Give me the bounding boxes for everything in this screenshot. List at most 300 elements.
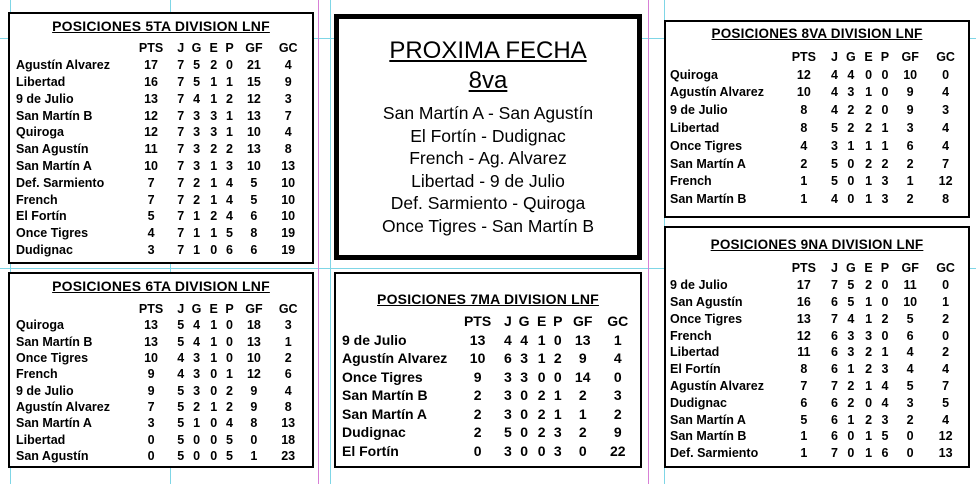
table-row — [342, 405, 636, 424]
stat-g: 4 — [193, 91, 201, 106]
stat-p: 3 — [553, 424, 562, 441]
column-header-p: P — [225, 302, 234, 317]
fixture-title: PROXIMA FECHA — [389, 37, 587, 64]
team-name: Agustín Alvarez — [670, 85, 765, 100]
stat-e: 1 — [210, 318, 218, 333]
stat-gf: 1 — [578, 405, 587, 422]
stat-pts: 0 — [473, 442, 482, 459]
stat-e: 2 — [865, 156, 873, 171]
stat-g: 2 — [193, 175, 201, 190]
stat-g: 3 — [847, 345, 855, 360]
stat-gf: 0 — [906, 446, 914, 461]
stat-gf: 12 — [246, 367, 261, 382]
team-name: Once Tigres — [670, 138, 743, 153]
stat-e: 1 — [210, 175, 218, 190]
stat-e: 3 — [865, 328, 873, 343]
table-row — [670, 119, 964, 137]
stat-g: 4 — [847, 67, 855, 82]
stat-gf: 0 — [906, 429, 914, 444]
stat-pts: 0 — [147, 448, 155, 463]
stat-gf: 4 — [906, 362, 914, 377]
stat-gf: 3 — [906, 121, 914, 136]
stat-e: 1 — [210, 158, 218, 173]
stat-gc: 0 — [942, 278, 950, 293]
guide-line — [318, 0, 319, 484]
stat-gf: 0 — [250, 432, 258, 447]
stat-g: 5 — [193, 58, 201, 73]
stat-pts: 16 — [796, 294, 811, 309]
table-row — [670, 445, 964, 462]
stat-gf: 9 — [906, 85, 914, 100]
stat-e: 1 — [865, 192, 873, 207]
panel-title: POSICIONES 8VA DIVISION LNF — [711, 26, 923, 41]
stat-gc: 13 — [281, 416, 296, 431]
table-row — [16, 174, 306, 191]
stat-j: 6 — [831, 362, 838, 377]
team-column-header — [16, 40, 128, 57]
stat-e: 1 — [537, 331, 546, 348]
stat-gc: 13 — [938, 446, 953, 461]
fixture-match: Once Tigres - San Martín B — [381, 215, 595, 236]
column-header-j: J — [504, 313, 512, 330]
stat-j: 4 — [831, 103, 838, 118]
standings-panel-8va — [664, 20, 970, 218]
stat-gf: 2 — [906, 192, 914, 207]
stat-g: 1 — [193, 209, 201, 224]
stat-e: 2 — [210, 58, 218, 73]
stat-j: 6 — [831, 429, 838, 444]
team-name: San Martín A — [670, 412, 746, 427]
fixture-match: El Fortín - Dudignac — [410, 125, 566, 146]
table-row — [16, 415, 306, 431]
stat-p: 3 — [881, 412, 889, 427]
standings-panel-5ta — [8, 12, 314, 264]
table-row — [670, 137, 964, 155]
team-name: Agustín Alvarez — [342, 350, 448, 367]
column-header-gf: GF — [245, 302, 263, 317]
fixture-match: San Martín A - San Agustín — [382, 103, 594, 123]
stat-j: 6 — [831, 345, 838, 360]
stat-j: 7 — [831, 311, 838, 326]
stat-pts: 12 — [144, 108, 159, 123]
table-row — [16, 448, 306, 464]
column-header-e: E — [864, 261, 873, 276]
stat-j: 7 — [177, 242, 185, 257]
stat-gf: 10 — [246, 351, 261, 366]
table-row — [342, 349, 636, 368]
stat-j: 7 — [831, 278, 838, 293]
stat-p: 1 — [881, 138, 889, 153]
stat-gf: 5 — [906, 378, 914, 393]
stat-g: 0 — [193, 432, 201, 447]
header-row — [16, 40, 306, 57]
stat-e: 2 — [865, 103, 873, 118]
stat-e: 2 — [210, 209, 218, 224]
stat-p: 2 — [226, 399, 233, 414]
stat-gf: 2 — [906, 412, 914, 427]
stat-pts: 7 — [800, 378, 808, 393]
table-row — [670, 277, 964, 294]
stat-j: 7 — [177, 91, 185, 106]
stat-gf: 5 — [906, 311, 914, 326]
stat-p: 3 — [553, 442, 562, 459]
stat-pts: 5 — [800, 412, 808, 427]
next-fixture-panel — [334, 14, 642, 260]
stat-gc: 2 — [613, 405, 622, 422]
stat-j: 5 — [177, 416, 185, 431]
stat-gc: 4 — [942, 362, 950, 377]
stat-gc: 4 — [284, 58, 292, 73]
column-header-pts: PTS — [791, 261, 816, 276]
stat-g: 0 — [847, 192, 855, 207]
stat-pts: 1 — [800, 429, 808, 444]
stat-gf: 6 — [250, 209, 258, 224]
stat-j: 3 — [504, 442, 512, 459]
stat-g: 1 — [847, 412, 855, 427]
stat-gc: 1 — [942, 294, 950, 309]
stat-p: 0 — [881, 85, 889, 100]
team-name: Def. Sarmiento — [16, 175, 105, 190]
team-name: Dudignac — [670, 395, 727, 410]
stat-g: 4 — [193, 318, 201, 333]
stat-pts: 8 — [800, 121, 808, 136]
stat-p: 1 — [553, 405, 562, 422]
stat-e: 0 — [210, 448, 218, 463]
stat-e: 1 — [865, 311, 873, 326]
stat-j: 6 — [831, 294, 838, 309]
stat-gc: 6 — [284, 367, 292, 382]
stat-g: 1 — [847, 362, 855, 377]
stat-e: 1 — [537, 350, 546, 367]
standings-panel-9na — [664, 226, 970, 468]
table-row — [670, 155, 964, 173]
stat-p: 1 — [881, 345, 889, 360]
stat-pts: 2 — [473, 387, 482, 404]
team-name: El Fortín — [670, 362, 721, 377]
team-name: El Fortín — [342, 442, 399, 459]
table-row — [16, 350, 306, 366]
column-header-g: G — [518, 313, 530, 330]
stat-p: 1 — [226, 125, 233, 140]
stat-gc: 10 — [281, 175, 296, 190]
stat-e: 1 — [865, 174, 873, 189]
stat-e: 1 — [865, 85, 873, 100]
stat-j: 3 — [504, 368, 512, 385]
stat-gc: 4 — [613, 350, 622, 367]
stat-gc: 8 — [284, 142, 292, 157]
team-name: Def. Sarmiento — [670, 446, 759, 461]
table-row — [670, 84, 964, 102]
stat-gf: 8 — [250, 226, 258, 241]
stat-gf: 15 — [246, 74, 261, 89]
stat-g: 5 — [193, 74, 201, 89]
stat-pts: 1 — [800, 446, 808, 461]
stat-e: 0 — [865, 67, 873, 82]
team-name: Libertad — [16, 432, 66, 447]
stat-j: 7 — [177, 142, 185, 157]
team-name: 9 de Julio — [342, 331, 407, 348]
team-name: Dudignac — [342, 424, 406, 441]
stat-gf: 10 — [903, 294, 918, 309]
stat-p: 4 — [226, 209, 233, 224]
stat-gf: 2 — [578, 387, 587, 404]
stat-j: 5 — [504, 424, 512, 441]
stat-j: 7 — [177, 175, 185, 190]
column-header-gc: GC — [278, 41, 298, 56]
stat-j: 7 — [177, 58, 185, 73]
table-row — [16, 242, 306, 259]
table-row — [16, 225, 306, 242]
stat-p: 3 — [881, 362, 889, 377]
stat-j: 3 — [504, 387, 512, 404]
stat-e: 2 — [865, 121, 873, 136]
stat-p: 4 — [226, 416, 233, 431]
stat-j: 4 — [177, 351, 185, 366]
stat-e: 3 — [210, 108, 218, 123]
stat-j: 6 — [831, 328, 838, 343]
stat-pts: 5 — [147, 209, 155, 224]
team-name: San Martín A — [16, 416, 92, 431]
team-name: Quiroga — [16, 125, 64, 140]
stat-j: 5 — [831, 156, 838, 171]
stat-e: 0 — [210, 416, 218, 431]
team-name: San Agustín — [16, 142, 89, 157]
stat-gc: 2 — [942, 345, 950, 360]
team-name: 9 de Julio — [16, 383, 74, 398]
stat-p: 1 — [226, 74, 233, 89]
stat-gf: 6 — [906, 138, 914, 153]
stat-gf: 1 — [906, 174, 914, 189]
stat-gc: 0 — [942, 328, 950, 343]
stat-g: 3 — [193, 351, 201, 366]
column-header-e: E — [864, 49, 873, 64]
stat-gf: 5 — [250, 175, 258, 190]
stat-pts: 13 — [144, 318, 159, 333]
stat-e: 2 — [537, 424, 546, 441]
stat-g: 3 — [193, 383, 201, 398]
standings-table — [670, 48, 964, 208]
stat-gc: 4 — [942, 121, 950, 136]
stat-e: 2 — [865, 362, 873, 377]
stat-gc: 4 — [942, 85, 950, 100]
stat-pts: 9 — [147, 367, 155, 382]
stat-gf: 9 — [250, 383, 258, 398]
stat-p: 0 — [226, 318, 233, 333]
column-header-pts: PTS — [791, 49, 816, 64]
column-header-e: E — [536, 313, 547, 330]
column-header-e: E — [209, 41, 218, 56]
stat-j: 7 — [177, 209, 185, 224]
stat-j: 6 — [831, 412, 838, 427]
team-name: Quiroga — [16, 318, 64, 333]
team-name: San Agustín — [670, 294, 743, 309]
stat-gf: 9 — [250, 399, 258, 414]
team-name: San Martín A — [16, 158, 92, 173]
header-row — [342, 312, 636, 331]
panel-title: POSICIONES 6TA DIVISION LNF — [52, 278, 270, 294]
stat-j: 7 — [177, 125, 185, 140]
column-header-gf: GF — [901, 261, 919, 276]
stat-pts: 3 — [147, 416, 155, 431]
stat-gf: 3 — [906, 395, 914, 410]
stat-gf: 8 — [250, 416, 258, 431]
stat-p: 0 — [226, 58, 233, 73]
stat-gc: 8 — [284, 399, 292, 414]
table-row — [670, 310, 964, 327]
stat-e: 1 — [865, 138, 873, 153]
stat-pts: 16 — [144, 74, 159, 89]
stat-g: 3 — [193, 158, 201, 173]
stat-pts: 10 — [144, 351, 159, 366]
stat-gf: 13 — [246, 334, 261, 349]
stat-gc: 19 — [281, 226, 296, 241]
stat-pts: 11 — [797, 345, 811, 360]
stat-j: 4 — [504, 331, 512, 348]
stat-gf: 21 — [246, 58, 261, 73]
stat-p: 0 — [226, 334, 233, 349]
standings-panel-6ta — [8, 272, 314, 468]
stat-gc: 4 — [942, 412, 950, 427]
table-row — [670, 428, 964, 445]
stat-pts: 11 — [144, 142, 158, 157]
stat-e: 0 — [865, 395, 873, 410]
column-header-p: P — [880, 261, 890, 276]
header-row — [670, 48, 964, 66]
stat-e: 1 — [210, 351, 218, 366]
team-name: Agustín Alvarez — [16, 58, 111, 73]
stat-gf: 6 — [906, 328, 914, 343]
stat-pts: 2 — [473, 424, 482, 441]
team-name: San Martín B — [16, 108, 93, 123]
stat-e: 1 — [210, 226, 218, 241]
stat-g: 1 — [193, 242, 201, 257]
stat-j: 5 — [177, 334, 185, 349]
stat-p: 6 — [881, 446, 889, 461]
stat-pts: 7 — [147, 192, 155, 207]
stat-pts: 1 — [800, 192, 808, 207]
stat-g: 3 — [520, 350, 528, 367]
panel-title: POSICIONES 7MA DIVISION LNF — [377, 291, 599, 307]
team-name: Once Tigres — [342, 368, 423, 385]
stat-j: 4 — [177, 367, 185, 382]
stat-gc: 0 — [613, 368, 622, 385]
stat-g: 2 — [847, 395, 855, 410]
stat-j: 3 — [831, 138, 838, 153]
stat-gf: 9 — [906, 103, 914, 118]
team-name: French — [16, 367, 58, 382]
stat-gf: 14 — [574, 368, 591, 385]
stat-pts: 12 — [796, 67, 811, 82]
stat-p: 6 — [226, 242, 233, 257]
table-row — [670, 378, 964, 395]
column-header-pts: PTS — [138, 302, 164, 317]
stat-g: 4 — [847, 311, 855, 326]
stat-pts: 13 — [469, 331, 486, 348]
stat-pts: 13 — [796, 311, 811, 326]
stat-g: 0 — [520, 387, 528, 404]
stat-e: 0 — [210, 432, 218, 447]
team-name: Libertad — [670, 121, 720, 136]
stat-j: 7 — [831, 446, 838, 461]
stat-j: 7 — [177, 226, 185, 241]
table-row — [16, 191, 306, 208]
team-name: French — [16, 192, 58, 207]
stat-e: 1 — [865, 294, 873, 309]
stat-gc: 7 — [284, 108, 292, 123]
stat-pts: 6 — [800, 395, 808, 410]
stat-pts: 13 — [144, 334, 159, 349]
stat-j: 5 — [177, 448, 185, 463]
stat-gc: 23 — [281, 448, 296, 463]
stat-p: 0 — [881, 294, 889, 309]
column-header-pts: PTS — [138, 41, 164, 56]
column-header-gc: GC — [607, 313, 629, 330]
team-name: Agustín Alvarez — [16, 399, 111, 414]
stat-j: 5 — [177, 399, 185, 414]
team-name: Agustín Alvarez — [670, 378, 765, 393]
team-name: 9 de Julio — [670, 278, 728, 293]
table-row — [16, 74, 306, 91]
stat-e: 0 — [210, 367, 218, 382]
stat-pts: 2 — [473, 405, 482, 422]
stat-gc: 18 — [281, 432, 296, 447]
stat-g: 4 — [193, 334, 201, 349]
team-name: San Martín B — [670, 429, 747, 444]
stat-gc: 5 — [942, 395, 950, 410]
stat-j: 7 — [177, 108, 185, 123]
table-row — [342, 423, 636, 442]
fixture-match-list — [339, 102, 637, 237]
table-row — [16, 431, 306, 447]
table-row — [670, 344, 964, 361]
standings-table — [16, 40, 306, 258]
stat-pts: 10 — [796, 85, 811, 100]
header-row — [16, 301, 306, 317]
guide-line — [330, 0, 331, 484]
stat-gc: 9 — [613, 424, 622, 441]
stat-p: 0 — [881, 103, 889, 118]
table-row — [16, 107, 306, 124]
column-header-gf: GF — [572, 313, 593, 330]
stat-g: 0 — [847, 446, 855, 461]
stat-j: 7 — [177, 158, 185, 173]
stat-e: 1 — [865, 429, 873, 444]
stat-g: 2 — [847, 103, 855, 118]
table-row — [16, 141, 306, 158]
standings-panel-7ma — [334, 272, 642, 468]
stat-pts: 12 — [796, 328, 811, 343]
stat-gc: 3 — [284, 91, 292, 106]
table-row — [16, 57, 306, 74]
column-header-g: G — [845, 49, 856, 64]
stat-p: 0 — [881, 328, 889, 343]
stat-g: 2 — [193, 399, 201, 414]
table-row — [670, 173, 964, 191]
stat-e: 0 — [537, 442, 546, 459]
table-row — [16, 334, 306, 350]
stat-e: 1 — [210, 334, 218, 349]
stat-e: 2 — [210, 142, 218, 157]
stat-pts: 3 — [147, 242, 155, 257]
table-row — [342, 442, 636, 461]
table-row — [342, 386, 636, 405]
table-row — [670, 101, 964, 119]
stat-g: 3 — [193, 108, 201, 123]
stat-e: 2 — [537, 405, 546, 422]
stat-j: 7 — [177, 74, 185, 89]
stat-p: 0 — [226, 351, 233, 366]
column-header-pts: PTS — [463, 313, 492, 330]
